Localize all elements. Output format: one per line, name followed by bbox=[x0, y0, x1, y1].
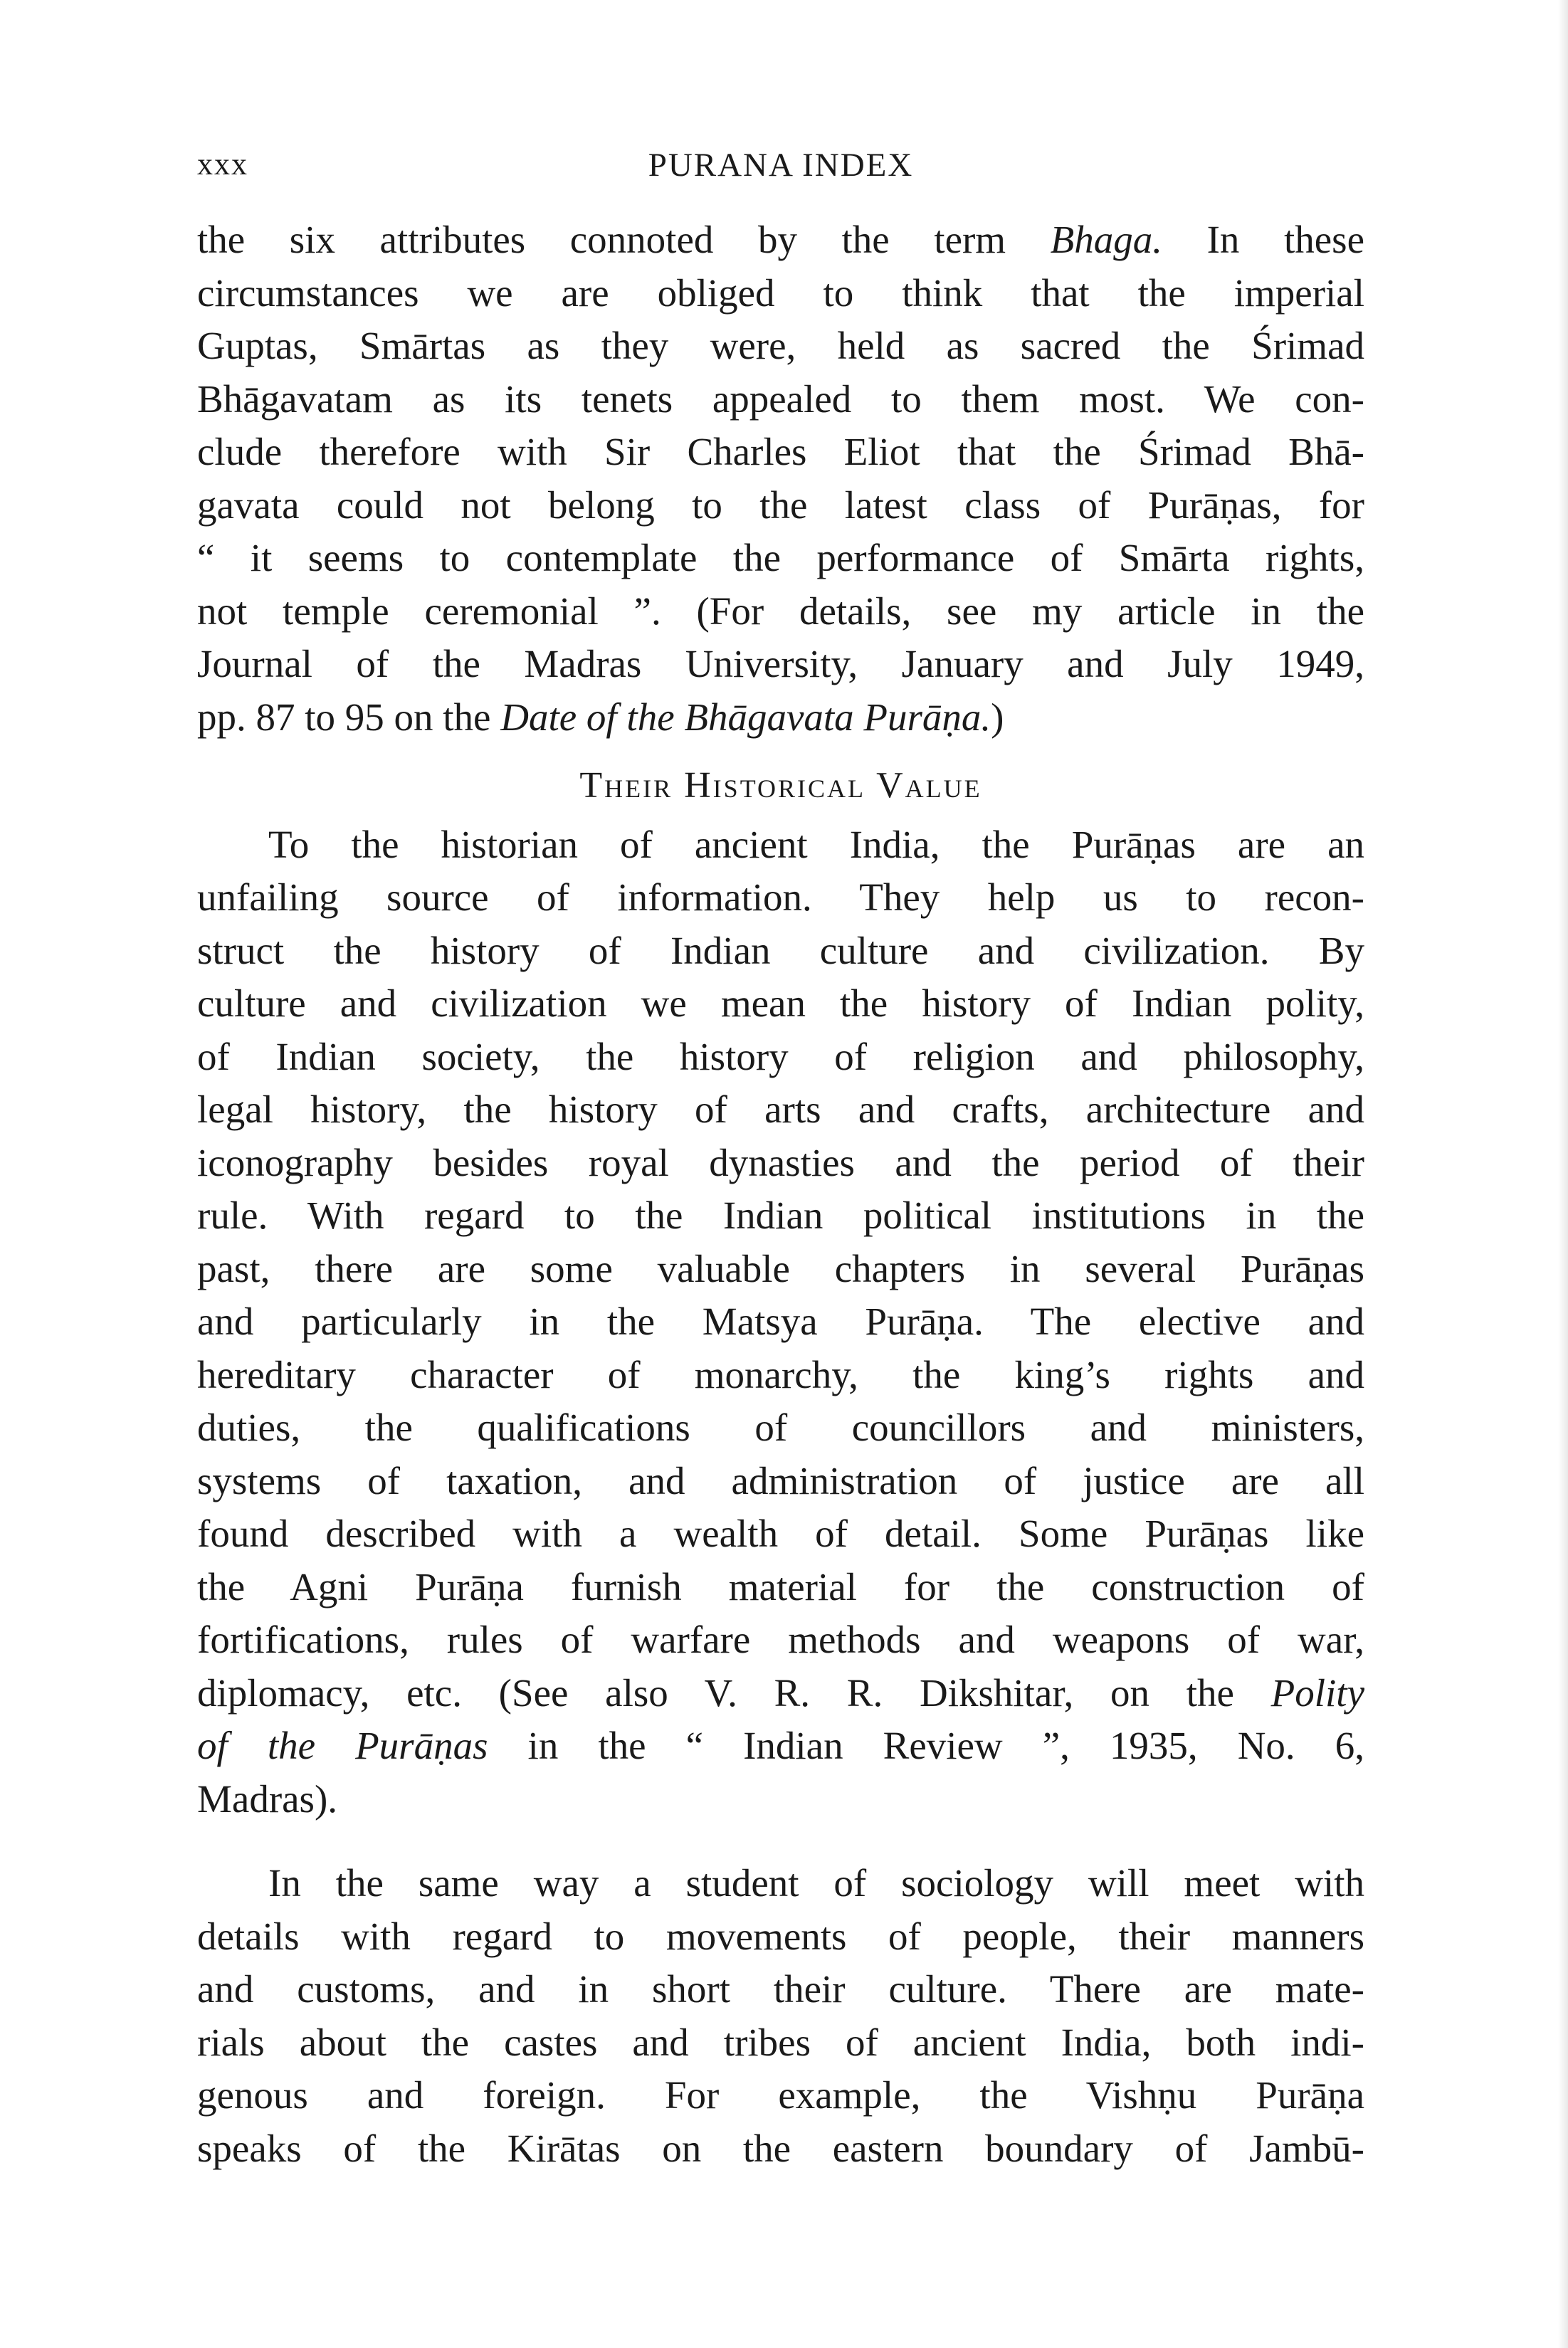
text-line bbox=[197, 1910, 1364, 1964]
section-heading: Their Historical Value bbox=[579, 765, 982, 806]
text-run: fortifications, rules of warfare methods and weapons of war, bbox=[197, 1618, 1364, 1661]
text-line bbox=[197, 871, 1364, 925]
text-line bbox=[197, 2122, 1364, 2176]
text-run: speaks of the Kirātas on the eastern boundary of Jambū- bbox=[197, 2126, 1364, 2170]
paragraph-gap bbox=[197, 1826, 1364, 1857]
text-run: not temple ceremonial ”. (For details, see my article in the bbox=[197, 589, 1364, 633]
text-run: in the “ Indian Review ”, 1935, No. 6, bbox=[488, 1724, 1364, 1767]
text-run: found described with a wealth of detail. Some Purāṇas like bbox=[197, 1512, 1364, 1555]
text-line bbox=[197, 1137, 1364, 1190]
text-run: In these bbox=[1162, 218, 1364, 261]
text-run: ) bbox=[991, 695, 1004, 739]
paragraph bbox=[197, 1857, 1364, 2175]
text-run: unfailing source of information. They help us to recon- bbox=[197, 875, 1364, 919]
text-line bbox=[197, 1857, 1364, 1910]
text-run: the Agni Purāṇa furnish material for the construction of bbox=[197, 1564, 1364, 1609]
text-line bbox=[197, 1773, 1364, 1826]
text-line bbox=[197, 638, 1364, 691]
text-line bbox=[197, 585, 1364, 638]
text-line bbox=[197, 214, 1364, 267]
text-run: iconography besides royal dynasties and the period of their bbox=[197, 1140, 1364, 1184]
text-run: and customs, and in short their culture. There are mate- bbox=[197, 1967, 1364, 2011]
text-run: rule. With regard to the Indian political institutions in the bbox=[197, 1194, 1364, 1237]
text-line bbox=[197, 691, 1364, 744]
text-run: details with regard to movements of people, their manners bbox=[197, 1914, 1364, 1958]
text-run: past, there are some valuable chapters in several Purāṇas bbox=[197, 1246, 1364, 1290]
text-run: and particularly in the Matsya Purāṇa. The elective and bbox=[197, 1300, 1364, 1343]
text-run: genous and foreign. For example, the Vishṇu Purāṇa bbox=[197, 2073, 1364, 2117]
text-line bbox=[197, 1083, 1364, 1137]
text-line bbox=[197, 1507, 1364, 1561]
body-text bbox=[197, 214, 1364, 2175]
text-line bbox=[197, 1720, 1364, 1773]
text-line bbox=[197, 267, 1364, 320]
text-line bbox=[197, 373, 1364, 426]
text-run: systems of taxation, and administration of justice are all bbox=[197, 1458, 1364, 1502]
text-run: Bhāgavatam as its tenets appealed to them most. We con- bbox=[197, 377, 1364, 421]
text-run: legal history, the history of arts and crafts, architecture and bbox=[197, 1088, 1364, 1131]
text-line bbox=[197, 1455, 1364, 1508]
text-run: To the historian of ancient India, the Purāṇas are an bbox=[268, 822, 1364, 866]
text-line bbox=[197, 1401, 1364, 1455]
text-run: circumstances we are obliged to think that the imperial bbox=[197, 270, 1364, 315]
text-run: diplomacy, etc. (See also V. R. R. Dikshitar, on the bbox=[197, 1670, 1271, 1715]
text-run: hereditary character of monarchy, the king’s rights and bbox=[197, 1352, 1364, 1396]
text-line bbox=[197, 925, 1364, 978]
text-line bbox=[197, 1189, 1364, 1243]
text-line bbox=[197, 1613, 1364, 1667]
text-run: duties, the qualifications of councillors and ministers, bbox=[197, 1406, 1364, 1449]
text-line bbox=[197, 977, 1364, 1031]
text-line bbox=[197, 2016, 1364, 2070]
text-line bbox=[197, 479, 1364, 532]
text-run: culture and civilization we mean the history of Indian polity, bbox=[197, 981, 1364, 1025]
paragraph bbox=[197, 818, 1364, 1826]
paragraph bbox=[197, 214, 1364, 744]
text-line bbox=[197, 1031, 1364, 1084]
text-line bbox=[197, 1349, 1364, 1402]
italic-run: Date of the Bhāgavata Purāṇa. bbox=[500, 695, 991, 739]
text-line bbox=[197, 426, 1364, 479]
running-title: PURANA INDEX bbox=[648, 147, 914, 184]
text-line bbox=[197, 818, 1364, 872]
text-line bbox=[197, 320, 1364, 373]
text-run: In the same way a student of sociology will meet with bbox=[268, 1861, 1364, 1905]
text-line bbox=[197, 532, 1364, 585]
running-head bbox=[197, 146, 1364, 196]
text-run: Guptas, Smārtas as they were, held as sacred the Śrimad bbox=[197, 324, 1364, 367]
italic-run: of the Purāṇas bbox=[197, 1724, 488, 1767]
text-run: “ it seems to contemplate the performance of Smārta rights, bbox=[197, 536, 1364, 579]
text-line bbox=[197, 1295, 1364, 1349]
text-line bbox=[197, 1561, 1364, 1614]
text-run: pp. 87 to 95 on the bbox=[197, 695, 501, 739]
text-run: Journal of the Madras University, January and July 1949, bbox=[197, 642, 1364, 685]
page-edge-shadow bbox=[1558, 0, 1568, 2348]
text-run: rials about the castes and tribes of ancient India, both indi- bbox=[197, 2020, 1364, 2064]
text-line bbox=[197, 1667, 1364, 1720]
text-run: struct the history of Indian culture and civilization. By bbox=[197, 928, 1364, 972]
italic-run: Polity bbox=[1270, 1670, 1364, 1715]
text-run: Madras). bbox=[197, 1776, 338, 1821]
page-number: xxx bbox=[197, 147, 248, 181]
italic-run: Bhaga. bbox=[1050, 218, 1163, 261]
text-line bbox=[197, 1243, 1364, 1296]
text-run: of Indian society, the history of religion and philosophy, bbox=[197, 1034, 1364, 1078]
text-run: clude therefore with Sir Charles Eliot that the Śrimad Bhā- bbox=[197, 430, 1364, 473]
text-run: gavata could not belong to the latest class of Purāṇas, for bbox=[197, 483, 1364, 527]
text-line bbox=[197, 1963, 1364, 2016]
text-run: the six attributes connoted by the term bbox=[197, 218, 1051, 261]
text-line bbox=[197, 2069, 1364, 2122]
